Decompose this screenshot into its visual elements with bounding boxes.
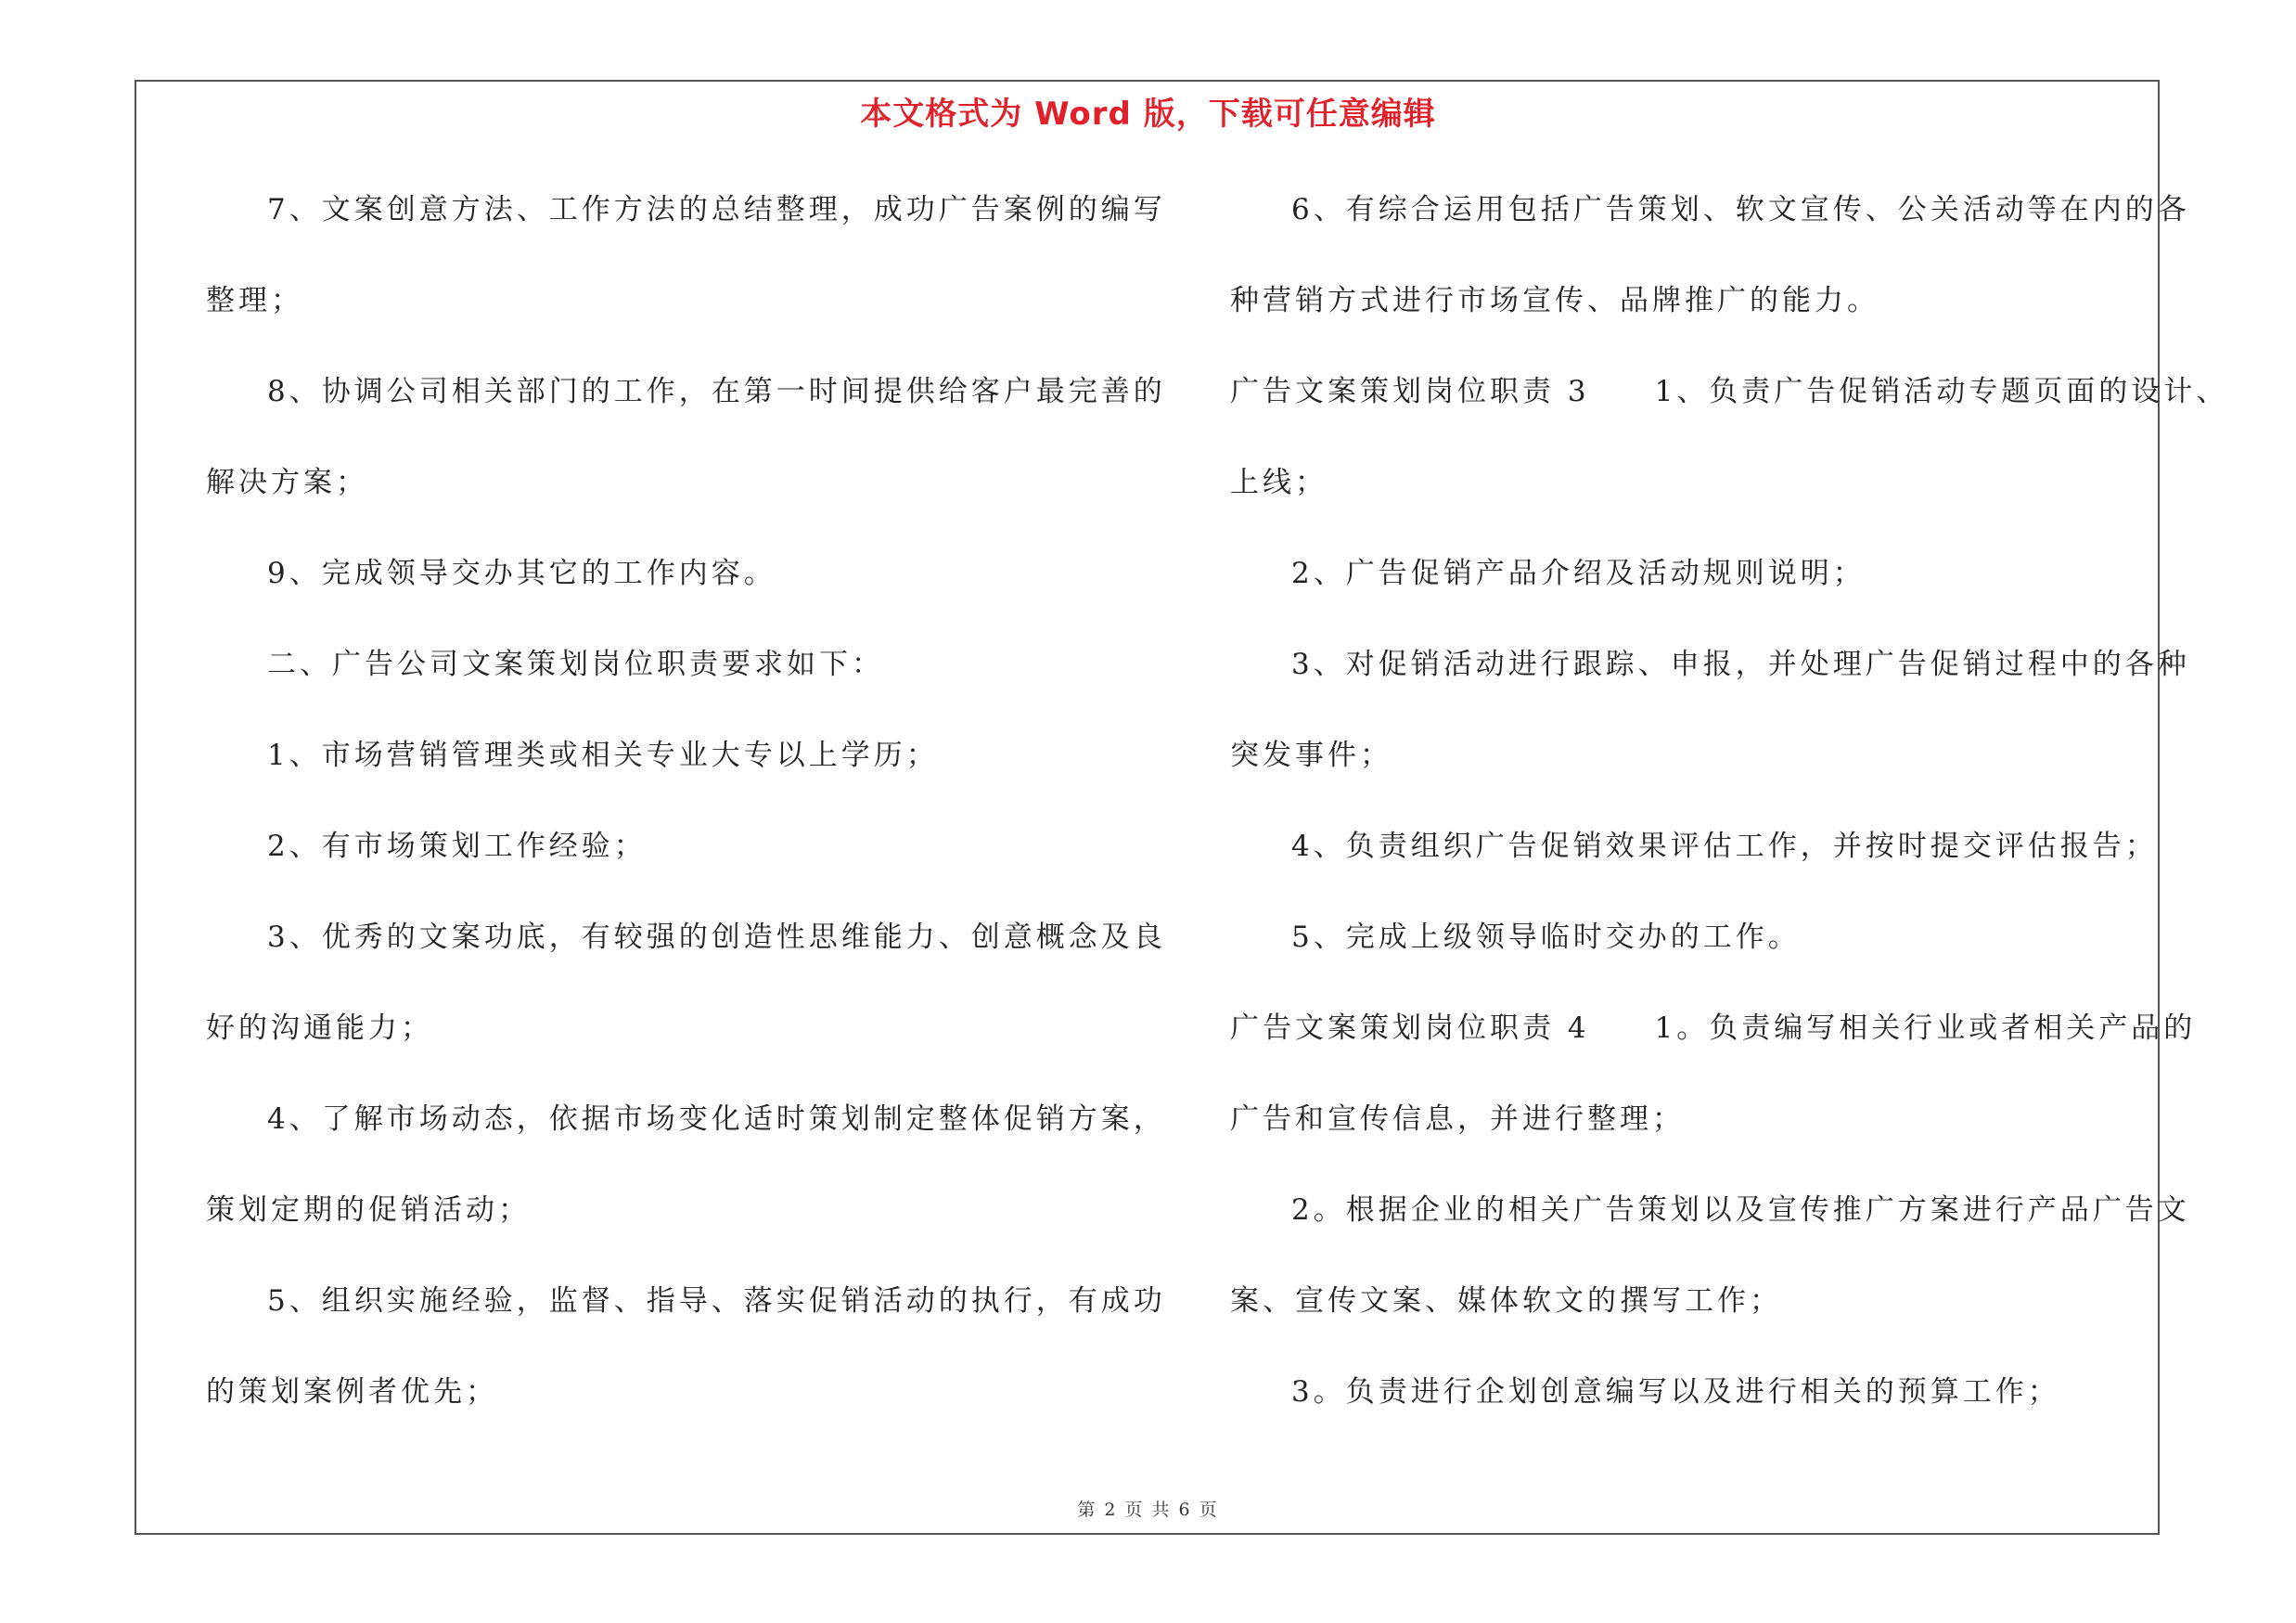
text-line: 2。根据企业的相关广告策划以及宣传推广方案进行产品广告文 [1291, 1193, 2190, 1227]
text-line: 广告和宣传信息，并进行整理； [1230, 1102, 1685, 1136]
text-line: 3。负责进行企划创意编写以及进行相关的预算工作； [1291, 1375, 2060, 1409]
text-line: 案、宣传文案、媒体软文的撰写工作； [1230, 1284, 1782, 1318]
text-line: 好的沟通能力； [206, 1011, 433, 1045]
section-heading: 二、广告公司文案策划岗位职责要求如下： [267, 648, 884, 681]
section-heading: 广告文案策划岗位职责 3 1、负责广告促销活动专题页面的设计、 [1230, 375, 2229, 408]
text-line: 7、文案创意方法、工作方法的总结整理，成功广告案例的编写 [267, 193, 1166, 226]
text-line: 整理； [206, 284, 303, 317]
text-line: 3、优秀的文案功底，有较强的创造性思维能力、创意概念及良 [267, 921, 1166, 954]
text-line: 突发事件； [1230, 739, 1392, 772]
text-line: 1、市场营销管理类或相关专业大专以上学历； [267, 739, 939, 772]
text-line: 8、协调公司相关部门的工作，在第一时间提供给客户最完善的 [267, 375, 1166, 408]
word-format-banner: 本文格式为 Word 版，下载可任意编辑 [860, 96, 1436, 133]
section-heading: 广告文案策划岗位职责 4 1。负责编写相关行业或者相关产品的 [1230, 1011, 2197, 1045]
text-line: 6、有综合运用包括广告策划、软文宣传、公关活动等在内的各 [1291, 193, 2190, 226]
text-line: 的策划案例者优先； [206, 1375, 498, 1409]
text-line: 2、广告促销产品介绍及活动规则说明； [1291, 557, 1866, 590]
text-line: 5、完成上级领导临时交办的工作。 [1291, 921, 1801, 954]
text-line: 策划定期的促销活动； [206, 1193, 531, 1227]
text-line: 解决方案； [206, 466, 368, 499]
text-line: 4、了解市场动态，依据市场变化适时策划制定整体促销方案， [267, 1102, 1166, 1136]
page-number-footer: 第 2 页 共 6 页 [1077, 1500, 1219, 1520]
text-line: 上线； [1230, 466, 1328, 499]
text-line: 种营销方式进行市场宣传、品牌推广的能力。 [1230, 284, 1879, 317]
text-line: 5、组织实施经验，监督、指导、落实促销活动的执行，有成功 [267, 1284, 1166, 1318]
text-line: 4、负责组织广告促销效果评估工作，并按时提交评估报告； [1291, 830, 2158, 863]
left-column [206, 182, 1166, 1455]
text-line: 2、有市场策划工作经验； [267, 830, 647, 863]
right-column [1230, 182, 2229, 1455]
text-line: 3、对促销活动进行跟踪、申报，并处理广告促销过程中的各种 [1291, 648, 2190, 681]
text-line: 9、完成领导交办其它的工作内容。 [267, 557, 776, 590]
